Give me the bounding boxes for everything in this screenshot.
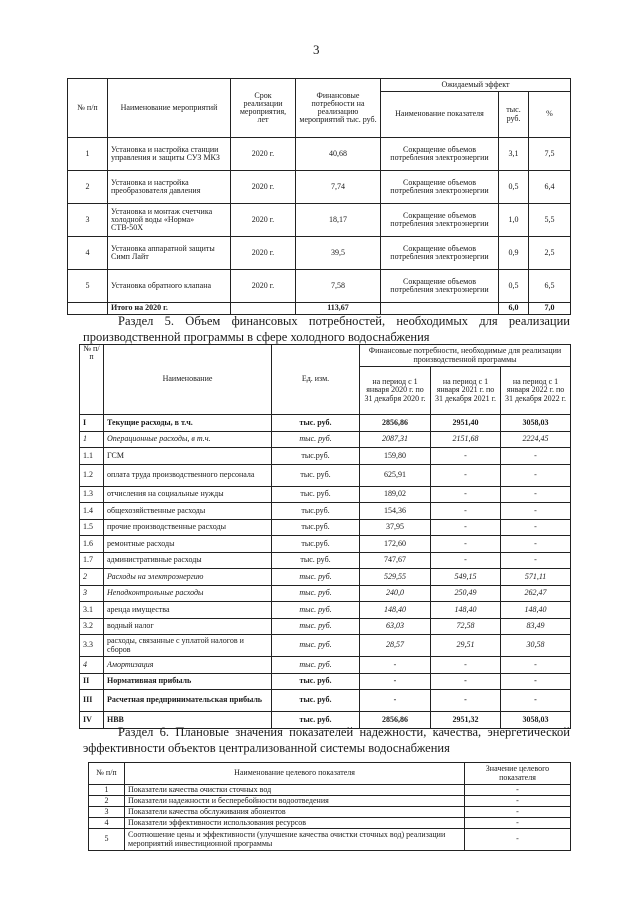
table-row — [80, 657, 571, 674]
cell-unit: тыс.руб. — [272, 519, 360, 536]
total-finance: 113,67 — [296, 303, 381, 315]
total-pct: 7,0 — [529, 303, 571, 315]
cell-unit: тыс.руб. — [272, 536, 360, 553]
cell-num: 1.1 — [80, 448, 104, 465]
header-num: № п/п — [89, 763, 125, 785]
cell-num: 5 — [89, 829, 125, 851]
cell-value-2022: - — [501, 464, 571, 486]
cell-pct: 5,5 — [529, 204, 571, 237]
cell-name: Показатели качества очистки сточных вод — [125, 785, 465, 796]
cell-thous: 1,0 — [499, 204, 529, 237]
table-row — [80, 431, 571, 448]
cell-indicator: Сокращение объемов потребления электроэнергии — [381, 138, 499, 171]
header-value: Значение целевого показателя — [465, 763, 571, 785]
cell-value-2020: - — [360, 657, 431, 674]
cell-name: ремонтные расходы — [104, 536, 272, 553]
cell-unit: тыс. руб. — [272, 415, 360, 432]
cell-name: Расходы на электроэнергию — [104, 569, 272, 586]
cell-value-2022: - — [501, 486, 571, 503]
cell-unit: тыс. руб. — [272, 635, 360, 657]
header-name: Наименование — [104, 345, 272, 415]
cell-unit: тыс. руб. — [272, 690, 360, 712]
cell-name: Нормативная прибыль — [104, 673, 272, 690]
cell-value-2022: 3058,03 — [501, 415, 571, 432]
cell-value-2020: 37,95 — [360, 519, 431, 536]
cell-name: Установка аппаратной защиты Симп Лайт — [108, 237, 231, 270]
total-label: Итого на 2020 г. — [108, 303, 231, 315]
cell-unit: тыс. руб. — [272, 431, 360, 448]
cell-value-2021: - — [431, 673, 501, 690]
cell-value-2021: - — [431, 448, 501, 465]
cell-num: 4 — [89, 818, 125, 829]
cell-value-2021: 148,40 — [431, 602, 501, 619]
cell-value-2022: - — [501, 690, 571, 712]
table-row — [80, 503, 571, 520]
table-row — [80, 602, 571, 619]
table-row — [80, 673, 571, 690]
cell-name: отчисления на социальные нужды — [104, 486, 272, 503]
cell-value-2020: 529,55 — [360, 569, 431, 586]
cell-value-2020: 172,60 — [360, 536, 431, 553]
table-row — [89, 807, 571, 818]
cell-value: - — [465, 829, 571, 851]
cell-unit: тыс. руб. — [272, 464, 360, 486]
table-row — [80, 585, 571, 602]
cell-value: - — [465, 818, 571, 829]
cell-num: I — [80, 415, 104, 432]
cell-value-2022: - — [501, 536, 571, 553]
table-row — [80, 536, 571, 553]
cell-value-2021: - — [431, 464, 501, 486]
target-indicators-table — [88, 762, 571, 851]
cell-thous: 3,1 — [499, 138, 529, 171]
cell-name: Установка и настройка станции управления и защиты СУЗ МКЗ — [108, 138, 231, 171]
cell-name: НВВ — [104, 712, 272, 729]
cell-unit: тыс. руб. — [272, 569, 360, 586]
cell-num: 1.5 — [80, 519, 104, 536]
cell-indicator: Сокращение объемов потребления электроэнергии — [381, 204, 499, 237]
header-period-2021: на период с 1 января 2021 г. по 31 декабря 2021 г. — [431, 367, 501, 415]
cell-term: 2020 г. — [231, 138, 296, 171]
cell-num: 2 — [68, 171, 108, 204]
cell-num: 3 — [89, 807, 125, 818]
cell-num: 1 — [89, 785, 125, 796]
table-row — [68, 237, 571, 270]
header-period-2022: на период с 1 января 2022 г. по 31 декабря 2022 г. — [501, 367, 571, 415]
cell-value-2022: - — [501, 503, 571, 520]
cell-num: III — [80, 690, 104, 712]
cell-name: Установка и настройка преобразователя давления — [108, 171, 231, 204]
section5-title: Раздел 5. Объем финансовых потребностей, необходимых для реализации производственной программы в сфере холодного водоснабжения — [83, 314, 570, 344]
table-row — [80, 519, 571, 536]
header-pct: % — [529, 92, 571, 138]
table-row — [68, 138, 571, 171]
cell-value-2020: 63,03 — [360, 618, 431, 635]
table-row — [89, 796, 571, 807]
header-thous: тыс. руб. — [499, 92, 529, 138]
cell-indicator: Сокращение объемов потребления электроэнергии — [381, 270, 499, 303]
cell-num: 1.2 — [80, 464, 104, 486]
cell-num: 1.6 — [80, 536, 104, 553]
header-num: № п/п — [80, 345, 104, 415]
cell-pct: 7,5 — [529, 138, 571, 171]
cell-name: Показатели качества обслуживания абонентов — [125, 807, 465, 818]
cell-unit: тыс. руб. — [272, 602, 360, 619]
cell-num: 1.4 — [80, 503, 104, 520]
table-row — [68, 204, 571, 237]
cell-name: Показатели эффективности использования ресурсов — [125, 818, 465, 829]
cell-name: Операционные расходы, в т.ч. — [104, 431, 272, 448]
table-row — [80, 618, 571, 635]
table-row — [80, 486, 571, 503]
cell-value: - — [465, 807, 571, 818]
cell-name: аренда имущества — [104, 602, 272, 619]
header-num: № п/п — [68, 79, 108, 138]
cell-value-2020: 747,67 — [360, 552, 431, 569]
cell-finance: 39,5 — [296, 237, 381, 270]
cell-num: 4 — [68, 237, 108, 270]
cell-value-2020: 159,80 — [360, 448, 431, 465]
cell-name: административные расходы — [104, 552, 272, 569]
cell-num: II — [80, 673, 104, 690]
cell-pct: 2,5 — [529, 237, 571, 270]
section6-title: Раздел 6. Плановые значения показателей надежности, качества, энергетической эффективности объектов централизованной системы водоснабжения — [83, 725, 570, 755]
cell-pct: 6,4 — [529, 171, 571, 204]
cell-value-2021: - — [431, 657, 501, 674]
cell-value-2020: 240,0 — [360, 585, 431, 602]
cell-value-2022: - — [501, 448, 571, 465]
cell-thous: 0,5 — [499, 171, 529, 204]
cell-value-2021: - — [431, 519, 501, 536]
cell-indicator: Сокращение объемов потребления электроэнергии — [381, 237, 499, 270]
cell-value-2021: 29,51 — [431, 635, 501, 657]
cell-unit: тыс. руб. — [272, 486, 360, 503]
table-row — [89, 785, 571, 796]
cell-num: 1.7 — [80, 552, 104, 569]
header-name: Наименование мероприятий — [108, 79, 231, 138]
cell-value-2021: 72,58 — [431, 618, 501, 635]
cell-name: ГСМ — [104, 448, 272, 465]
cell-value-2022: - — [501, 552, 571, 569]
cell-finance: 18,17 — [296, 204, 381, 237]
cell-value: - — [465, 796, 571, 807]
cell-num: 1 — [68, 138, 108, 171]
cell-value-2022: 2224,45 — [501, 431, 571, 448]
cell-value-2021: - — [431, 552, 501, 569]
cell-value-2020: 28,57 — [360, 635, 431, 657]
cell-num: 5 — [68, 270, 108, 303]
cell-value-2021: 2951,40 — [431, 415, 501, 432]
total-thous: 6,0 — [499, 303, 529, 315]
cell-num: 3.3 — [80, 635, 104, 657]
table-row — [80, 635, 571, 657]
cell-name: прочие производственные расходы — [104, 519, 272, 536]
header-indicator: Наименование показателя — [381, 92, 499, 138]
cell-value-2022: - — [501, 519, 571, 536]
cell-name: расходы, связанные с уплатой налогов и сборов — [104, 635, 272, 657]
cell-value-2022: - — [501, 673, 571, 690]
cell-name: Текущие расходы, в т.ч. — [104, 415, 272, 432]
cell-value-2022: 571,11 — [501, 569, 571, 586]
cell-finance: 7,74 — [296, 171, 381, 204]
cell-num: 3.1 — [80, 602, 104, 619]
cell-value-2020: 2856,86 — [360, 712, 431, 729]
cell-finance: 7,58 — [296, 270, 381, 303]
cell-value-2020: 2087,31 — [360, 431, 431, 448]
cell-value-2022: 3058,03 — [501, 712, 571, 729]
cell-value-2021: - — [431, 690, 501, 712]
cell-num: 1.3 — [80, 486, 104, 503]
cell-unit: тыс.руб. — [272, 503, 360, 520]
table-row — [89, 829, 571, 851]
page-number: 3 — [313, 42, 320, 57]
cell-value-2020: - — [360, 673, 431, 690]
cell-value-2021: 2951,32 — [431, 712, 501, 729]
cell-term: 2020 г. — [231, 237, 296, 270]
cell-value-2022: 83,49 — [501, 618, 571, 635]
cell-value-2020: 625,91 — [360, 464, 431, 486]
header-period-2020: на период с 1 января 2020 г. по 31 декабря 2020 г. — [360, 367, 431, 415]
table-row — [80, 448, 571, 465]
cell-value-2021: - — [431, 486, 501, 503]
cell-value-2022: 262,47 — [501, 585, 571, 602]
cell-unit: тыс. руб. — [272, 673, 360, 690]
cell-term: 2020 г. — [231, 270, 296, 303]
cell-name: Расчетная предпринимательская прибыль — [104, 690, 272, 712]
cell-value-2021: 250,49 — [431, 585, 501, 602]
cell-unit: тыс. руб. — [272, 618, 360, 635]
financial-needs-table — [79, 344, 571, 729]
cell-unit: тыс. руб. — [272, 585, 360, 602]
cell-value-2021: - — [431, 503, 501, 520]
cell-name: водный налог — [104, 618, 272, 635]
header-name: Наименование целевого показателя — [125, 763, 465, 785]
cell-value-2020: 154,36 — [360, 503, 431, 520]
cell-num: 2 — [80, 569, 104, 586]
cell-thous: 0,5 — [499, 270, 529, 303]
cell-unit: тыс. руб. — [272, 657, 360, 674]
header-term: Срок реализации мероприятия, лет — [231, 79, 296, 138]
cell-value-2022: - — [501, 657, 571, 674]
cell-name: Неподконтрольные расходы — [104, 585, 272, 602]
cell-num: IV — [80, 712, 104, 729]
header-group: Финансовые потребности, необходимые для реализации производственной программы — [360, 345, 571, 367]
cell-unit: тыс.руб. — [272, 448, 360, 465]
cell-name: Соотношение цены и эффективности (улучшение качества очистки сточных вод) реализации мероприятий инвестиционной программы — [125, 829, 465, 851]
cell-unit: тыс. руб. — [272, 712, 360, 729]
header-finance: Финансовые потребности на реализацию мероприятий тыс. руб. — [296, 79, 381, 138]
cell-value-2021: 2151,68 — [431, 431, 501, 448]
cell-value-2020: 189,02 — [360, 486, 431, 503]
cell-name: общехозяйственные расходы — [104, 503, 272, 520]
header-effect: Ожидаемый эффект — [381, 79, 571, 92]
header-unit: Ед. изм. — [272, 345, 360, 415]
cell-name: Амортизация — [104, 657, 272, 674]
cell-indicator: Сокращение объемов потребления электроэнергии — [381, 171, 499, 204]
cell-value-2020: 2856,86 — [360, 415, 431, 432]
cell-value: - — [465, 785, 571, 796]
table-row — [80, 415, 571, 432]
cell-num: 3.2 — [80, 618, 104, 635]
cell-name: Установка обратного клапана — [108, 270, 231, 303]
cell-num: 3 — [68, 204, 108, 237]
cell-term: 2020 г. — [231, 204, 296, 237]
cell-term: 2020 г. — [231, 171, 296, 204]
energy-measures-table — [67, 78, 571, 315]
cell-value-2020: - — [360, 690, 431, 712]
cell-name: Показатели надежности и бесперебойности водоотведения — [125, 796, 465, 807]
cell-pct: 6,5 — [529, 270, 571, 303]
cell-value-2021: 549,15 — [431, 569, 501, 586]
table-row — [80, 690, 571, 712]
cell-num: 3 — [80, 585, 104, 602]
cell-value-2020: 148,40 — [360, 602, 431, 619]
table-row — [68, 171, 571, 204]
cell-num: 4 — [80, 657, 104, 674]
cell-value-2021: - — [431, 536, 501, 553]
table-row — [80, 552, 571, 569]
cell-name: Установка и монтаж счетчика холодной воды «Норма» СТВ-50Х — [108, 204, 231, 237]
cell-value-2022: 148,40 — [501, 602, 571, 619]
cell-value-2022: 30,58 — [501, 635, 571, 657]
cell-num: 1 — [80, 431, 104, 448]
table-row — [80, 464, 571, 486]
cell-name: оплата труда производственного персонала — [104, 464, 272, 486]
cell-num: 2 — [89, 796, 125, 807]
cell-thous: 0,9 — [499, 237, 529, 270]
cell-unit: тыс. руб. — [272, 552, 360, 569]
table-row — [89, 818, 571, 829]
cell-finance: 40,68 — [296, 138, 381, 171]
table-row — [68, 270, 571, 303]
table-row — [80, 569, 571, 586]
